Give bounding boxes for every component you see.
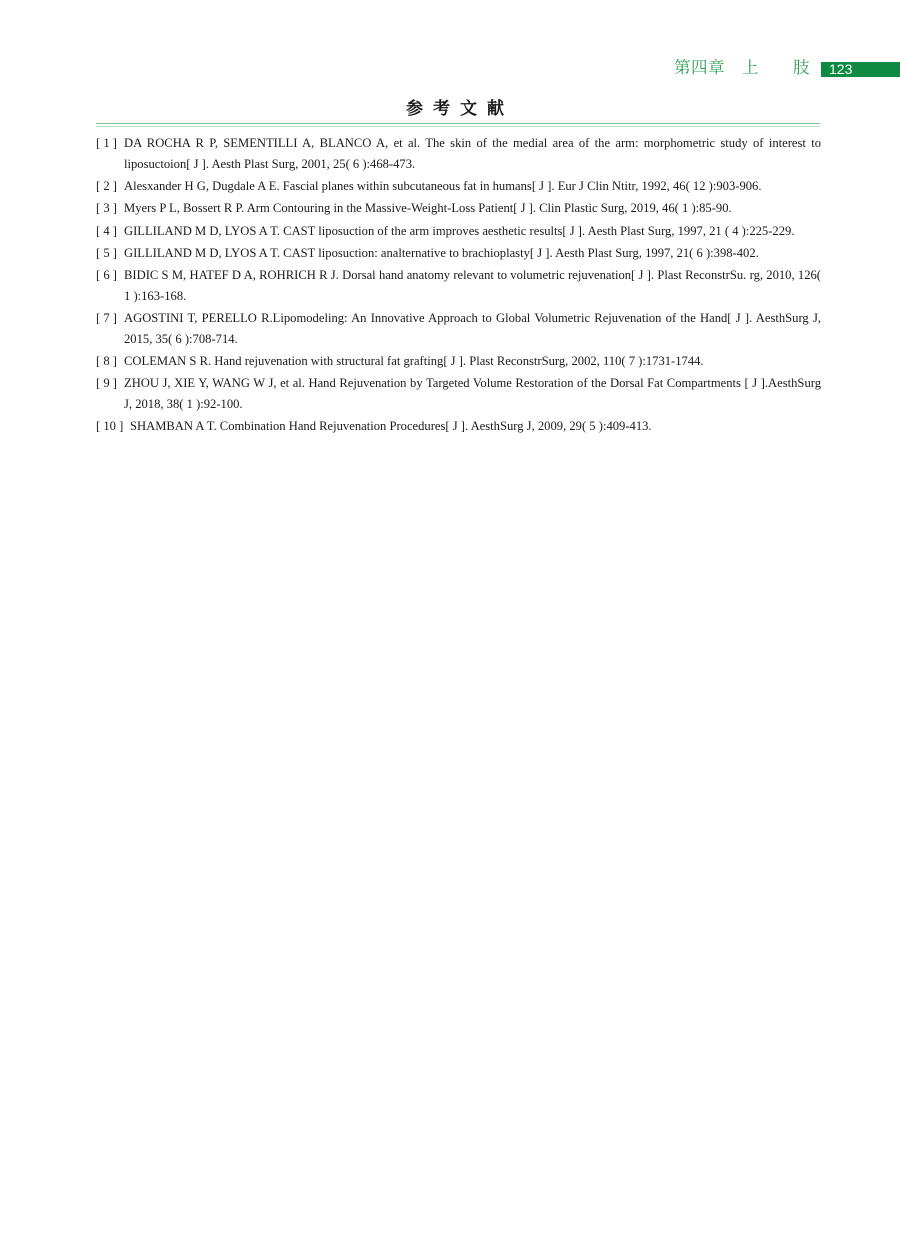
page-header <box>0 57 900 81</box>
reference-text: SHAMBAN A T. Combination Hand Rejuvenation Procedures[ J ]. AesthSurg J, 2009, 29( 5 ):409-413. <box>130 419 652 434</box>
reference-number: [ 3 ] <box>96 201 117 216</box>
reference-number: [ 8 ] <box>96 354 117 369</box>
reference-item <box>96 133 821 175</box>
chapter-title: 第四章 上 肢 <box>674 58 810 77</box>
reference-number: [ 7 ] <box>96 311 117 326</box>
reference-text: DA ROCHA R P, SEMENTILLI A, BLANCO A, et al. The skin of the medial area of the arm: morphometric study of interest to liposuctoion[ J ]. Aesth Plast Surg, 2001, 25( 6 ):468-473. <box>124 136 821 171</box>
reference-item <box>96 373 821 415</box>
reference-text: Alesxander H G, Dugdale A E. Fascial planes within subcutaneous fat in humans[ J ]. Eur J Clin Ntitr, 1992, 46( 12 ):903-906. <box>124 179 762 194</box>
reference-item <box>96 351 821 372</box>
reference-item <box>96 243 821 264</box>
reference-item <box>96 308 821 350</box>
reference-number: [ 4 ] <box>96 223 117 238</box>
reference-text: AGOSTINI T, PERELLO R.Lipomodeling: An Innovative Approach to Global Volumetric Rejuvenation of the Hand[ J ]. AesthSurg J, 2015, 35( 6 ):708-714. <box>124 311 821 346</box>
reference-number: [ 6 ] <box>96 267 117 282</box>
reference-text: BIDIC S M, HATEF D A, ROHRICH R J. Dorsal hand anatomy relevant to volumetric rejuvenation[ J ]. Plast ReconstrSu. rg, 2010, 126( 1 ):163-168. <box>124 267 821 303</box>
section-title: 参考文献 <box>406 99 514 119</box>
page-number: 123 <box>829 61 853 77</box>
reference-item <box>96 416 821 437</box>
title-underline-secondary <box>96 126 820 127</box>
reference-list <box>96 133 821 439</box>
reference-item <box>96 198 821 219</box>
reference-text: Myers P L, Bossert R P. Arm Contouring in the Massive-Weight-Loss Patient[ J ]. Clin Plastic Surg, 2019, 46( 1 ):85-90. <box>124 201 732 216</box>
reference-item <box>96 265 821 307</box>
reference-number: [ 10 ] <box>96 419 124 434</box>
reference-number: [ 5 ] <box>96 245 117 260</box>
page-number-badge <box>821 62 900 77</box>
reference-text: GILLILAND M D, LYOS A T. CAST liposuction: analternative to brachioplasty[ J ]. Aesth Plast Surg, 1997, 21( 6 ):398-402. <box>124 245 759 260</box>
reference-item <box>96 221 821 242</box>
reference-text: GILLILAND M D, LYOS A T. CAST liposuction of the arm improves aesthetic results[ J ]. Aesth Plast Surg, 1997, 21 ( 4 ):225-229. <box>124 223 795 238</box>
reference-text: ZHOU J, XIE Y, WANG W J, et al. Hand Rejuvenation by Targeted Volume Restoration of the Dorsal Fat Compartments [ J ].AesthSurg J, 2018, 38( 1 ):92-100. <box>124 376 821 412</box>
reference-text: COLEMAN S R. Hand rejuvenation with structural fat grafting[ J ]. Plast ReconstrSurg, 2002, 110( 7 ):1731-1744. <box>124 354 704 369</box>
reference-number: [ 2 ] <box>96 179 117 194</box>
reference-number: [ 9 ] <box>96 376 117 391</box>
reference-number: [ 1 ] <box>96 136 117 150</box>
title-underline <box>96 123 820 124</box>
reference-item <box>96 176 821 197</box>
